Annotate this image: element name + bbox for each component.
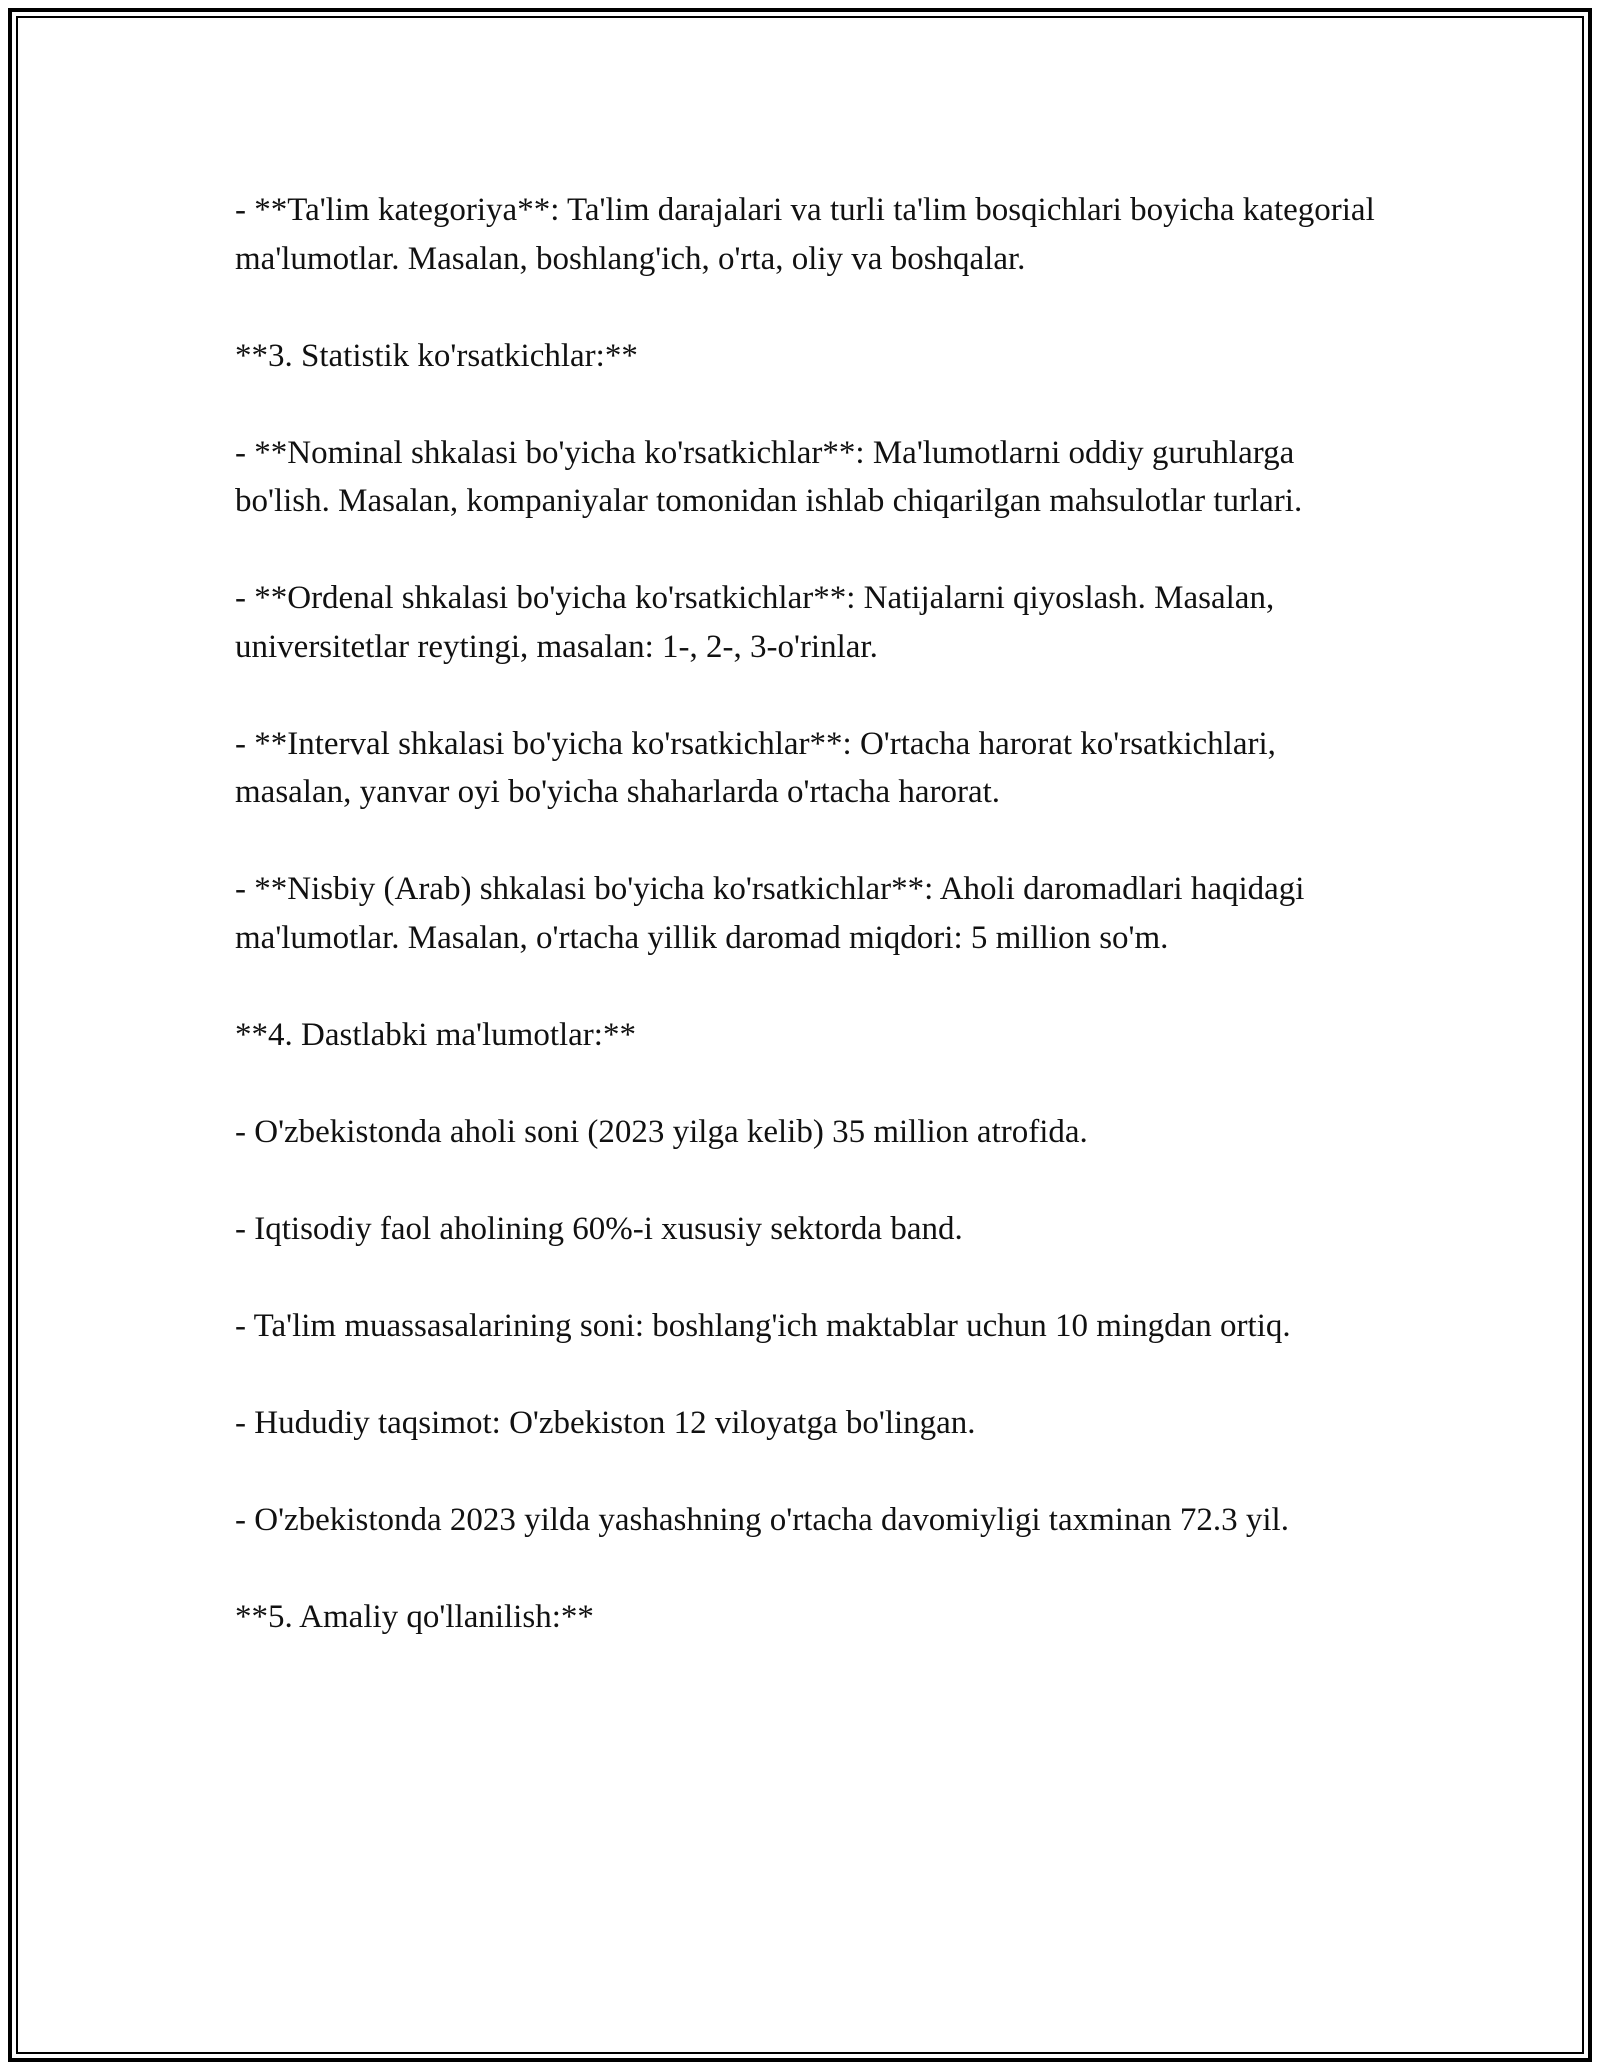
list-item-yashash-davomiyligi: - O'zbekistonda 2023 yilda yashashning o'rtacha davomiyligi taxminan 72.3 yil. [235,1501,1289,1538]
paragraph-ordenal-shkala: - **Ordenal shkalasi bo'yicha ko'rsatkichlar**: Natijalarni qiyoslash. Masalan, universitetlar reytingi, masalan: 1-, 2-, 3-o'rinlar. [235,580,1275,665]
paragraph-talim-kategoriya: - **Ta'lim kategoriya**: Ta'lim darajalari va turli ta'lim bosqichlari boyicha kategorial ma'lumotlar. Masalan, boshlang'ich, o'rta, oliy va boshqalar. [235,192,1375,277]
section-heading-dastlabki-malumotlar: **4. Dastlabki ma'lumotlar:** [235,1016,636,1053]
list-item-talim-muassasalari: - Ta'lim muassasalarining soni: boshlang'ich maktablar uchun 10 mingdan ortiq. [235,1307,1291,1344]
paragraph-interval-shkala: - **Interval shkalasi bo'yicha ko'rsatkichlar**: O'rtacha harorat ko'rsatkichlari, masalan, yanvar oyi bo'yicha shaharlarda o'rtacha harorat. [235,725,1276,810]
list-item-hududiy-taqsimot: - Hududiy taqsimot: O'zbekiston 12 viloyatga bo'lingan. [235,1404,976,1441]
list-item-aholi-soni: - O'zbekistonda aholi soni (2023 yilga kelib) 35 million atrofida. [235,1113,1088,1150]
document-body [235,186,1375,1641]
paragraph-nominal-shkala: - **Nominal shkalasi bo'yicha ko'rsatkichlar**: Ma'lumotlarni oddiy guruhlarga bo'lish. Masalan, kompaniyalar tomonidan ishlab chiqarilgan mahsulotlar turlari. [235,434,1303,519]
list-item-iqtisodiy-faol: - Iqtisodiy faol aholining 60%-i xususiy sektorda band. [235,1210,963,1247]
section-heading-amaliy-qollanilish: **5. Amaliy qo'llanilish:** [235,1598,594,1635]
section-heading-statistik-korsatkichlar: **3. Statistik ko'rsatkichlar:** [235,337,638,374]
paragraph-nisbiy-shkala: - **Nisbiy (Arab) shkalasi bo'yicha ko'rsatkichlar**: Aholi daromadlari haqidagi ma'lumotlar. Masalan, o'rtacha yillik daromad miqdori: 5 million so'm. [235,871,1305,956]
